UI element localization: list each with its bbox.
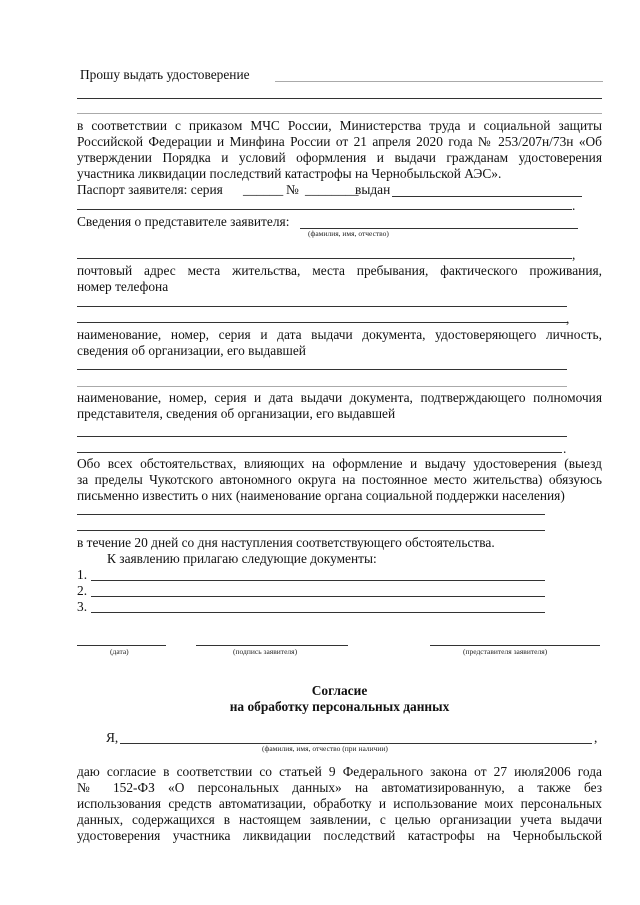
identity-field-line-2 [77, 386, 567, 387]
identity-doc-line-2: сведения об организации, его выдавшей [77, 343, 306, 358]
basis-line-3: утверждении Порядка и условий оформления и выдачи гражданам удостоверения [77, 150, 602, 165]
consent-subtitle: на обработку персональных данных [229, 699, 450, 714]
authority-field-line-1 [77, 436, 567, 437]
identity-field-line-1 [77, 369, 567, 370]
address-field-line-1 [77, 306, 567, 307]
passport-issued-line [392, 196, 582, 197]
attachment-number-1: 1. [77, 567, 88, 582]
comma-1: , [572, 247, 576, 262]
attachment-line-2[interactable] [91, 596, 545, 597]
consent-i: Я, [106, 730, 119, 745]
date-signature-line [77, 645, 166, 646]
applicant-signature-line [196, 645, 348, 646]
obligation-field-line-2 [77, 530, 545, 531]
passport-issued-label: выдан [355, 182, 391, 197]
attachments-intro: К заявлению прилагаю следующие документы: [107, 551, 377, 566]
representative-signature-line [430, 645, 600, 646]
request-heading: Прошу выдать удостоверение [80, 67, 250, 82]
representative-label: Сведения о представителе заявителя: [77, 214, 290, 229]
request-field-line [275, 81, 603, 82]
consent-body-line-3: использования средств автоматизации, обработку и использование моих персональных [77, 796, 602, 811]
applicant-signature-caption: (подпись заявителя) [233, 647, 298, 656]
obligation-line-1: Обо всех обстоятельствах, влияющих на оформление и выдачу удостоверения (выезд [77, 456, 602, 471]
consent-body-line-5: удостоверения участника ликвидации последствий катастрофы на Чернобыльской [77, 828, 602, 843]
obligation-line-3: письменно известить о них (наименование органа социальной поддержки населения) [77, 488, 565, 503]
consent-body-line-1: даю согласие в соответствии со статьей 9 Федерального закона от 27 июля2006 года [77, 764, 602, 779]
request-field-line-2 [77, 98, 602, 99]
request-field-line-3 [77, 113, 602, 114]
identity-doc-line-1: наименование, номер, серия и дата выдачи документа, удостоверяющего личность, [77, 327, 602, 342]
authority-doc-line-1: наименование, номер, серия и дата выдачи документа, подтверждающего полномочия [77, 390, 602, 405]
attachment-number-2: 2. [77, 583, 88, 598]
passport-dot: . [572, 198, 576, 213]
consent-body-line-2: № 152-ФЗ «О персональных данных» на автоматизированную, а также без [77, 780, 602, 795]
authority-doc-line-2: представителя, сведения об организации, его выдавшей [77, 406, 396, 421]
attachment-line-3[interactable] [91, 612, 545, 613]
passport-line-2 [77, 209, 572, 210]
authority-field-line-2 [77, 452, 562, 453]
passport-number-sign: № [286, 182, 299, 197]
representative-line-2 [77, 258, 572, 259]
consent-name-caption: (фамилия, имя, отчество (при наличии) [262, 744, 388, 753]
obligation-field-line-1 [77, 514, 545, 515]
consent-comma: , [594, 730, 598, 745]
attachment-number-3: 3. [77, 599, 88, 614]
attachment-line-1[interactable] [91, 580, 545, 581]
basis-line-4: участника ликвидации последствий катастрофы на Чернобыльской АЭС». [77, 166, 502, 181]
obligation-deadline: в течение 20 дней со дня наступления соответствующего обстоятельства. [77, 535, 495, 550]
obligation-line-2: за пределы Чукотского автономного округа на постоянное место жительства) обязуюсь [77, 472, 602, 487]
basis-line-2: Российской Федерации и Минфина России от 21 апреля 2020 года № 253/207н/73н «Об [77, 134, 602, 149]
passport-label: Паспорт заявителя: серия [77, 182, 223, 197]
passport-number-blank: ________ [305, 182, 359, 197]
address-line-1: почтовый адрес места жительства, места пребывания, фактического проживания, [77, 263, 602, 278]
address-line-2: номер телефона [77, 279, 169, 294]
representative-signature-caption: (представителя заявителя) [463, 647, 548, 656]
date-caption: (дата) [110, 647, 129, 656]
passport-series-blank: ______ [243, 182, 284, 197]
representative-name-caption: (фамилия, имя, отчество) [308, 229, 389, 238]
comma-2: , [566, 311, 570, 326]
consent-body-line-4: данных, содержащихся в настоящем заявлении, с целью организации учета выдачи [77, 812, 602, 827]
basis-line-1: в соответствии с приказом МЧС России, Министерства труда и социальной защиты [77, 118, 602, 133]
consent-title: Согласие [311, 683, 368, 698]
address-field-line-2 [77, 322, 567, 323]
authority-dot: . [563, 441, 567, 456]
